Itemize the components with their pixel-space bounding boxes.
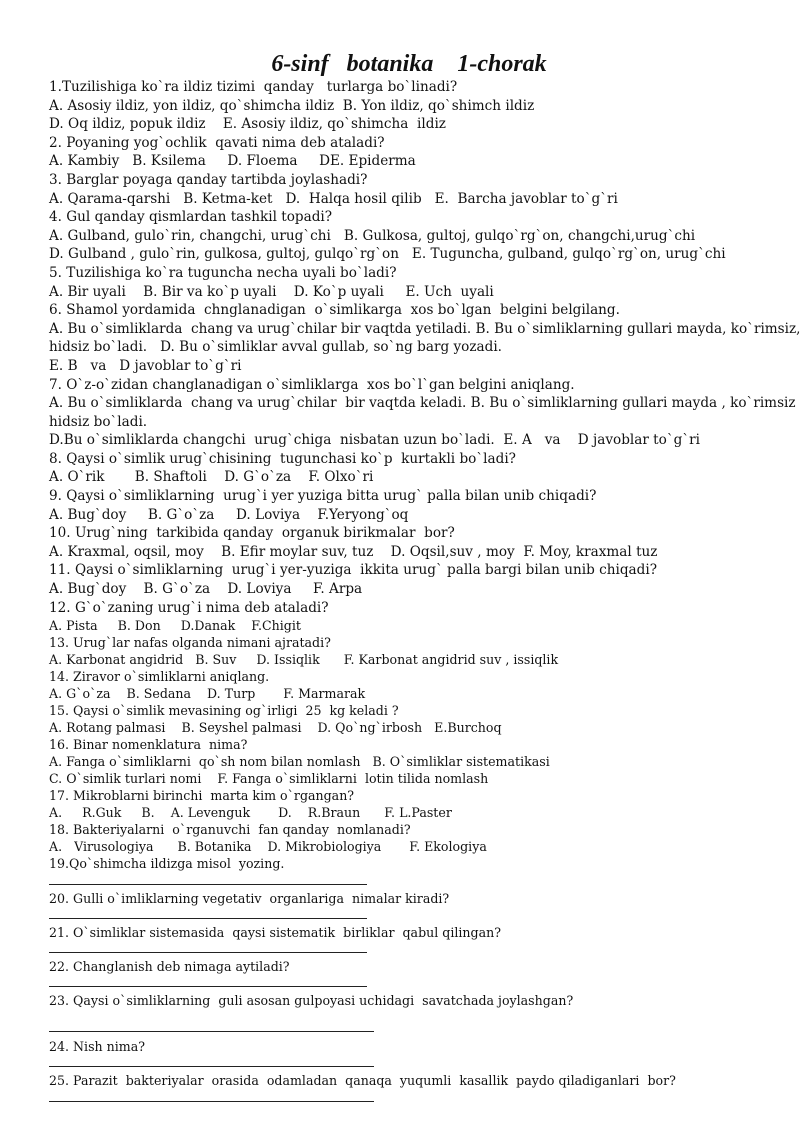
answer-options-line: A. Virusologiya B. Botanika D. Mikrobiologiya F. Ekologiya	[49, 839, 487, 855]
answer-options-line: A. Asosiy ildiz, yon ildiz, qo`shimcha ildiz B. Yon ildiz, qo`shimch ildiz	[49, 97, 535, 114]
answer-options-line: D. Gulband , gulo`rin, gulkosa, gultoj, gulqo`rg`on E. Tuguncha, gulband, gulqo`rg`on, urug`chi	[49, 246, 726, 263]
answer-options-line: A. Bu o`simliklarda chang va urug`chilar bir vaqtda yetiladi. B. Bu o`simliklarning gullari mayda, ko`rimsiz,	[49, 320, 800, 337]
question-line: 12. G`o`zaning urug`i nima deb ataladi?	[49, 599, 329, 616]
question-line: 9. Qaysi o`simliklarning urug`i yer yuziga bitta urug` palla bilan unib chiqadi?	[49, 488, 597, 505]
answer-options-line: D.Bu o`simliklarda changchi urug`chiga nisbatan uzun bo`ladi. E. A va D javoblar to`g`ri	[49, 432, 700, 449]
answer-blank-line[interactable]	[49, 918, 367, 919]
answer-blank-line[interactable]	[49, 884, 367, 885]
answer-options-line: A. Rotang palmasi B. Seyshel palmasi D. Qo`ng`irbosh E.Burchoq	[49, 720, 502, 736]
answer-options-line: A. R.Guk B. A. Levenguk D. R.Braun F. L.Paster	[49, 805, 452, 821]
question-line: 13. Urug`lar nafas olganda nimani ajratadi?	[49, 635, 331, 651]
question-line: 6. Shamol yordamida chnglanadigan o`simlikarga xos bo`lgan belgini belgilang.	[49, 302, 620, 319]
worksheet-title: 6-sinf botanika 1-chorak	[271, 51, 547, 77]
question-line: 7. O`z-o`zidan changlanadigan o`simliklarga xos bo`l`gan belgini aniqlang.	[49, 376, 575, 393]
question-line: 16. Binar nomenklatura nima?	[49, 737, 248, 753]
open-question: 22. Changlanish deb nimaga aytiladi?	[49, 959, 290, 975]
answer-options-line: D. Oq ildiz, popuk ildiz E. Asosiy ildiz, qo`shimcha ildiz	[49, 116, 446, 133]
answer-options-line: A. Bu o`simliklarda chang va urug`chilar bir vaqtda keladi. B. Bu o`simliklarning gullari mayda , ko`rimsiz	[49, 395, 796, 412]
worksheet-page	[49, 50, 800, 1102]
question-line: 18. Bakteriyalarni o`rganuvchi fan qanday nomlanadi?	[49, 822, 411, 838]
open-question: 20. Gulli o`imliklarning vegetativ organlariga nimalar kiradi?	[49, 891, 450, 907]
question-line: 17. Mikroblarni birinchi marta kim o`rgangan?	[49, 788, 355, 804]
open-questions	[49, 884, 769, 1102]
answer-blank-line[interactable]	[49, 1066, 374, 1067]
answer-options-line: A. Fanga o`simliklarni qo`sh nom bilan nomlash B. O`simliklar sistematikasi	[49, 754, 550, 770]
answer-options-line: A. Pista B. Don D.Danak F.Chigit	[49, 618, 301, 634]
answer-options-line: A. Bug`doy B. G`o`za D. Loviya F. Arpa	[49, 581, 363, 598]
answer-blank-line[interactable]	[49, 952, 367, 953]
question-line: 5. Tuzilishiga ko`ra tuguncha necha uyali bo`ladi?	[49, 264, 397, 281]
answer-options-line: A. Kraxmal, oqsil, moy B. Efir moylar suv, tuz D. Oqsil,suv , moy F. Moy, kraxmal tuz	[49, 543, 658, 560]
answer-options-line: hidsiz bo`ladi.	[49, 413, 148, 430]
answer-options-line: A. Bug`doy B. G`o`za D. Loviya F.Yeryong`oq	[49, 506, 409, 523]
answer-options-line: A. Bir uyali B. Bir va ko`p uyali D. Ko`p uyali E. Uch uyali	[49, 283, 494, 300]
answer-options-line: A. O`rik B. Shaftoli D. G`o`za F. Olxo`ri	[49, 469, 374, 486]
question-line: 14. Ziravor o`simliklarni aniqlang.	[49, 669, 270, 685]
question-line: 11. Qaysi o`simliklarning urug`i yer-yuziga ikkita urug` palla bargi bilan unib chiqadi?	[49, 562, 657, 579]
question-line: 8. Qaysi o`simlik urug`chisining tugunchasi ko`p kurtakli bo`ladi?	[49, 450, 516, 467]
question-line: 1.Tuzilishiga ko`ra ildiz tizimi qanday turlarga bo`linadi?	[49, 79, 458, 95]
open-question: 23. Qaysi o`simliklarning guli asosan gulpoyasi uchidagi savatchada joylashgan?	[49, 993, 574, 1009]
question-block	[49, 78, 800, 617]
answer-options-line: C. O`simlik turlari nomi F. Fanga o`simliklarni lotin tilida nomlash	[49, 771, 489, 787]
answer-blank-line[interactable]	[49, 1101, 374, 1102]
question-line: 4. Gul qanday qismlardan tashkil topadi?	[49, 209, 333, 226]
open-question: 24. Nish nima?	[49, 1039, 145, 1055]
question-line: 15. Qaysi o`simlik mevasining og`irligi 25 kg keladi ?	[49, 703, 399, 719]
open-question: 21. O`simliklar sistemasida qaysi sistematik birliklar qabul qilingan?	[49, 925, 501, 941]
answer-blank-line[interactable]	[49, 986, 367, 987]
question-line: 3. Barglar poyaga qanday tartibda joylashadi?	[49, 171, 368, 188]
answer-options-line: A. G`o`za B. Sedana D. Turp F. Marmarak	[49, 686, 366, 702]
answer-options-line: hidsiz bo`ladi. D. Bu o`simliklar avval gullab, so`ng barg yozadi.	[49, 339, 503, 356]
open-question: 25. Parazit bakteriyalar orasida odamladan qanaqa yuqumli kasallik paydo qiladiganlari bor?	[49, 1073, 676, 1089]
answer-options-line: E. B va D javoblar to`g`ri	[49, 357, 242, 374]
answer-options-line: A. Kambiy B. Ksilema D. Floema DE. Epiderma	[49, 153, 416, 170]
question-line: 19.Qo`shimcha ildizga misol yozing.	[49, 856, 285, 872]
question-line: 10. Urug`ning tarkibida qanday organuk birikmalar bor?	[49, 525, 455, 542]
answer-blank-line[interactable]	[49, 1031, 374, 1032]
answer-options-line: A. Gulband, gulo`rin, changchi, urug`chi B. Gulkosa, gultoj, gulqo`rg`on, changchi,urug`chi	[49, 227, 696, 244]
answer-options-line: A. Qarama-qarshi B. Ketma-ket D. Halqa hosil qilib E. Barcha javoblar to`g`ri	[49, 190, 618, 207]
answer-options-line: A. Karbonat angidrid B. Suv D. Issiqlik F. Karbonat angidrid suv , issiqlik	[49, 652, 559, 668]
question-line: 2. Poyaning yog`ochlik qavati nima deb ataladi?	[49, 134, 385, 151]
question-block-small	[49, 617, 769, 872]
